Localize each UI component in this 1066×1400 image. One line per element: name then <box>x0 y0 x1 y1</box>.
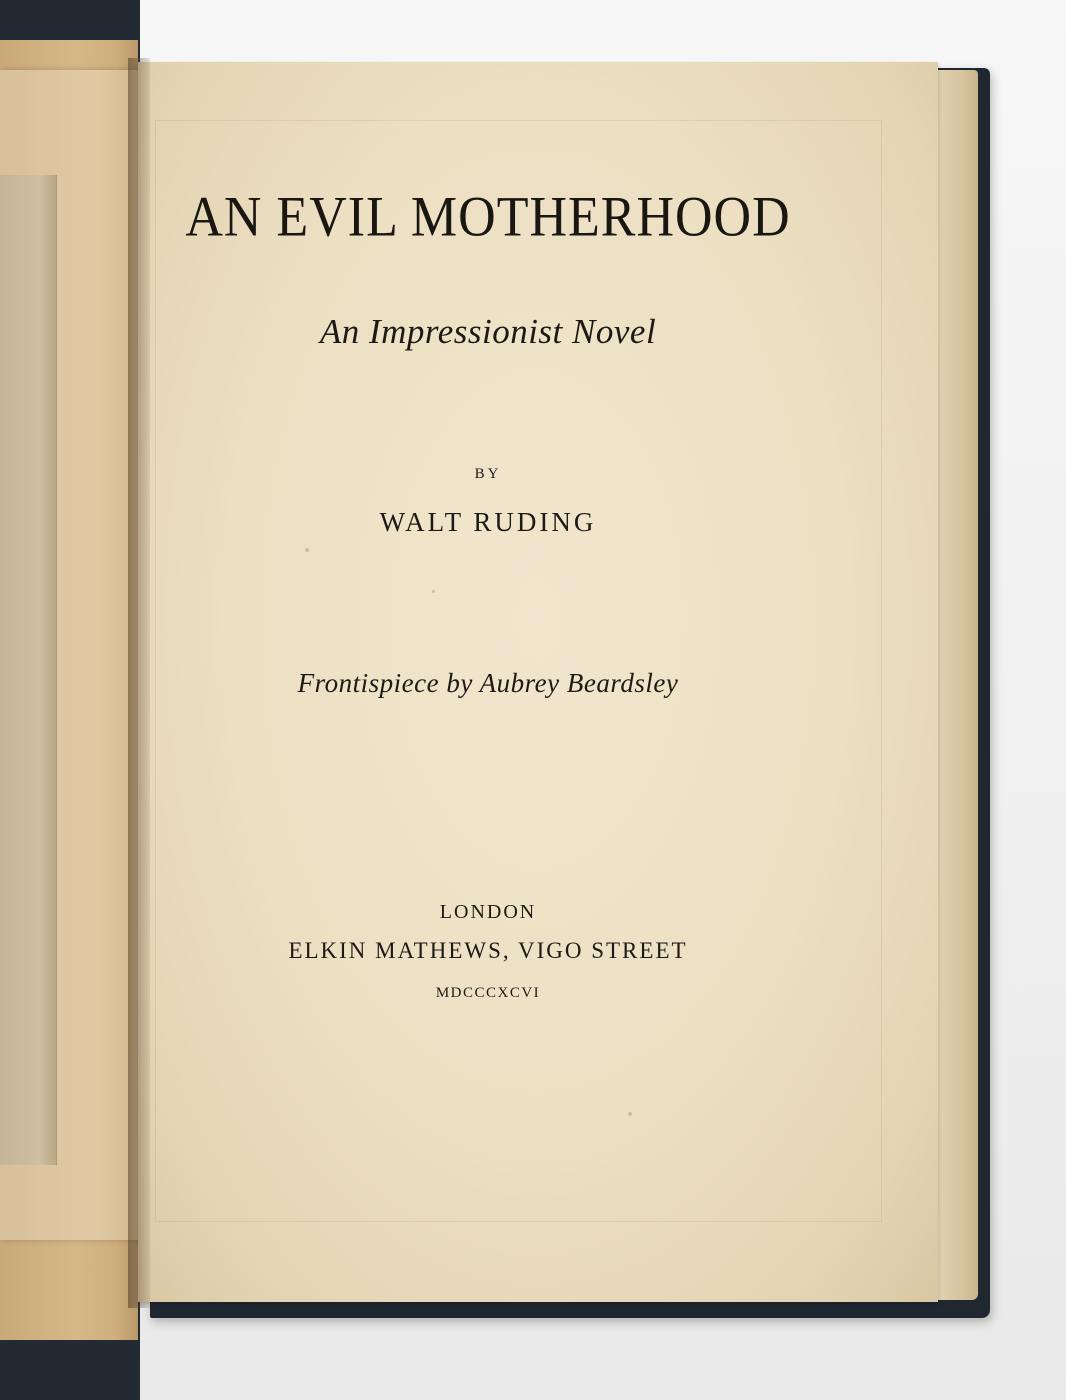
publisher-name: ELKIN MATHEWS, VIGO STREET <box>288 938 688 963</box>
foxing-spot <box>628 1112 632 1116</box>
publication-city: LONDON <box>439 901 537 923</box>
publication-date: MDCCCXCVI <box>435 985 541 1001</box>
author-name: WALT RUDING <box>379 507 597 537</box>
by-line: BY <box>474 466 502 482</box>
frontispiece-plate-edge <box>0 175 57 1165</box>
foxing-spot <box>432 590 435 593</box>
frontispiece-credit: Frontispiece by Aubrey Beardsley <box>297 668 679 698</box>
book-title: AN EVIL MOTHERHOOD <box>185 186 791 249</box>
foxing-spot <box>305 548 309 552</box>
book-subtitle: An Impressionist Novel <box>319 312 657 351</box>
